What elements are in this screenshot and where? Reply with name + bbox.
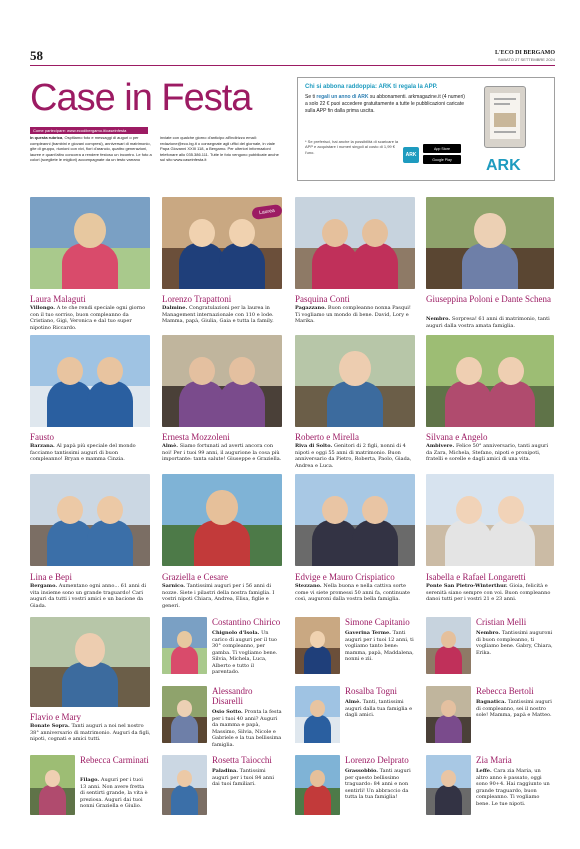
- photo-20: [30, 755, 75, 815]
- greeting-text: Buon compleanno nonna Pasqui! Ti vogliamo un mondo di bene. David, Lory e Marika.: [295, 305, 411, 324]
- photo-5: [30, 335, 150, 427]
- promo-body-text: su abbonamenti. arkmagazine.it (4 numeri) a solo 22 € puoi accedere gratuitamente a tutte le pubblicazioni caricate sulla APP fin dalla prima uscita.: [305, 94, 465, 114]
- greeting-text: Un carico di auguri per il tuo 30° compleanno, per gamba. Ti vogliamo bene. Silvia, Michela, Luca, Alberto e tutto il parentado.: [212, 630, 278, 675]
- photo-3: [295, 197, 415, 289]
- greeting-location: Villongo.: [30, 305, 57, 311]
- greeting-message: [295, 305, 417, 325]
- laurea-badge: Laurea: [251, 204, 282, 220]
- greeting-location: Chignolo d'Isola.: [212, 630, 262, 636]
- greeting-location: Bagnatica.: [476, 699, 508, 705]
- photo-12: [426, 474, 554, 566]
- greeting-name: Flavio e Mary: [30, 712, 81, 722]
- photo-15: [426, 617, 471, 674]
- greeting-location: Riva di Solto.: [295, 443, 334, 449]
- greeting-name: Cristian Melli: [476, 617, 527, 627]
- photo-21: [162, 755, 207, 815]
- greeting-location: Grassobbio.: [345, 768, 380, 774]
- greeting-text: Gioia, felicità e serenità siano sempre con voi. Buon compleanno danoi tutti per i vostri 21 e 23 anni.: [426, 583, 551, 602]
- photo-1: [30, 197, 150, 289]
- greeting-text: Tantissimi auguri per i 56 anni di nozze. Siete i pilastri della nostra famiglia. I vostri nipoti Chiara, Andrea, Elisa, figlie e generi.: [162, 583, 275, 609]
- greeting-text: Genitori di 2 figli, nonni di 4 nipoti e oggi 55 anni di matrimonio. Buon anniversario da Pietro, Roberta, Paolo, Giada, Andrea e Luca.: [295, 443, 412, 469]
- greeting-message: [30, 443, 152, 463]
- greeting-message: [295, 583, 417, 603]
- greeting-name: Pasquina Conti: [295, 294, 350, 304]
- greeting-location: Barzana.: [30, 443, 57, 449]
- greeting-name: Zia Maria: [476, 755, 512, 765]
- greeting-message: [30, 583, 152, 609]
- greeting-message: [345, 699, 415, 719]
- greeting-message: [162, 443, 284, 463]
- greeting-message: [345, 630, 415, 663]
- greeting-location: Paladina.: [212, 768, 240, 774]
- greeting-text: Tanti auguri per i tuoi 12 anni, ti vogliamo tanto bene: mamma, papà, Maddalena, nonni e zii.: [345, 630, 414, 662]
- greeting-message: [212, 709, 282, 748]
- greeting-message: [426, 316, 554, 329]
- ark-logo: ARK: [486, 157, 521, 174]
- ark-app-icon: ARK: [403, 147, 419, 163]
- date-line: SABATO 27 SETTEMBRE 2024: [498, 57, 555, 62]
- greeting-location: Nembro.: [476, 630, 502, 636]
- intro-body: , Ospitiamo foto e messaggi di auguri o per compleanni (bambini e giovani compresi), anniversari di matrimonio, gite di gruppo, riunioni con vivi, fiori d'arancio, quattro generazioni, lauree e quant'altro concorra a rendere festoso un incontro. Le foto a colori (scegliete le migliori) accompagnate da un testo varrano: [30, 135, 152, 163]
- greeting-name: Graziella e Cesare: [162, 572, 228, 582]
- greeting-text: Al papà più speciale del mondo facciamo tantissimi auguri di buon compleanno! Bryan e mamma Cinzia.: [30, 443, 136, 462]
- photo-8: [426, 335, 554, 427]
- photo-6: [162, 335, 282, 427]
- photo-17: [295, 686, 340, 743]
- photo-11: [295, 474, 415, 566]
- photo-14: [295, 617, 340, 674]
- photo-16: [162, 686, 207, 743]
- greeting-location: Filago.: [80, 777, 101, 783]
- greeting-location: Gaverina Terme.: [345, 630, 393, 636]
- greeting-location: Sarnico.: [162, 583, 187, 589]
- greeting-message: [162, 305, 284, 325]
- promo-body: [305, 94, 465, 114]
- intro-text: [30, 135, 152, 163]
- greeting-message: [30, 305, 152, 331]
- greeting-name: Costantino Chirico: [212, 617, 281, 627]
- greeting-message: [426, 583, 554, 603]
- greeting-text: Tantissimi auguroni di buon compleanno, ti vogliamo bene. Gabry, Chiara, Erika.: [476, 630, 553, 656]
- greeting-message: [162, 583, 284, 609]
- greeting-location: Almè.: [162, 443, 180, 449]
- greeting-message: [345, 768, 415, 801]
- masthead: L'ECO DI BERGAMO: [494, 50, 555, 56]
- intro-text-2: inviate con qualche giorno d'anticipo all'indirizzo email: redazione@eco.bg.it o consegnate agli uffici del giornale, in viale Papa Giovanni XXIII 118, a Bergamo. Per ulteriori informazioni telefonare allo 035.386.111. Tutte le foto vengono pubblicate anche sul sito www.caseinfesta.it: [160, 135, 279, 163]
- greeting-name: Simone Capitanio: [345, 617, 410, 627]
- greeting-message: [295, 443, 417, 469]
- greeting-message: [476, 699, 554, 719]
- photo-9: [30, 474, 150, 566]
- greeting-name: Silvana e Angelo: [426, 432, 488, 442]
- greeting-location: Leffe.: [476, 768, 494, 774]
- greeting-location: Ponte San Pietro-Winterthur.: [426, 583, 510, 589]
- greeting-text: Cara zia Maria, un altro anno è passato, oggi sono 90+4. Hai raggiunto un grande traguardo, buon compleanno. Ti vogliamo bene. Le tue nipoti.: [476, 768, 550, 807]
- greeting-name: Isabella e Rafael Longaretti: [426, 572, 526, 582]
- greeting-text: Nella buona e nella cattiva sorte come vi siete promessi 50 anni fa, continuate così, auguroni dalla vostra bella famiglia.: [295, 583, 411, 602]
- photo-23: [426, 755, 471, 815]
- greeting-text: Tantissimi auguri per i tuoi 84 anni dai tuoi familiari.: [212, 768, 274, 787]
- greeting-text: Tanti auguri per questo bellissimo traguardo: 84 anni e non sentirli! Un abbraccio da tutta la tua famiglia!: [345, 768, 411, 800]
- greeting-name: Lorenzo Delprato: [345, 755, 409, 765]
- greeting-location: Ambivere.: [426, 443, 456, 449]
- promo-title: Chi si abbona raddoppia: ARK ti regala la APP.: [305, 84, 438, 90]
- greeting-name: Roberto e Mirella: [295, 432, 359, 442]
- greeting-name: Rebecca Carminati: [80, 755, 149, 765]
- greeting-message: [212, 768, 282, 788]
- greeting-text: Felice 50° anniversario, tanti auguri da Zara, Michela, Stefano, nipoti e pronipoti, fratelli e sorelle e dagli amici di una vita.: [426, 443, 549, 462]
- participate-tag[interactable]: Come partecipare: www.ecodibergamo.it/caseinfesta: [30, 127, 148, 134]
- greeting-message: [30, 723, 152, 743]
- page-title: Case in Festa: [30, 77, 252, 119]
- greeting-name: Lorenzo Trapattoni: [162, 294, 232, 304]
- app-store-badge[interactable]: App Store: [423, 144, 461, 153]
- greeting-message: [212, 630, 282, 676]
- photo-18: [426, 686, 471, 743]
- greeting-text: Tanti auguri a noi nel nostro 38° anniversario di matrimonio. Auguri da figli, nipoti, cognati e amici tutti.: [30, 723, 151, 742]
- greeting-name: Fausto: [30, 432, 55, 442]
- greeting-name: Alessandro Disarelli: [212, 686, 253, 706]
- photo-19: [30, 617, 150, 707]
- greeting-location: Dalmine.: [162, 305, 189, 311]
- greeting-text: Auguri per i tuoi 13 anni. Non avere fretta di sentirti grande, la vita è preziosa. Auguri dai tuoi nonni Graziella e Giulio.: [80, 777, 148, 809]
- greeting-name: Rosalba Togni: [345, 686, 397, 696]
- google-play-badge[interactable]: Google Play: [423, 155, 461, 164]
- greeting-location: Nembro.: [426, 316, 452, 322]
- greeting-name: Lina e Bepi: [30, 572, 72, 582]
- photo-10: [162, 474, 282, 566]
- greeting-name: Giuseppina Poloni e Dante Schena: [426, 294, 551, 304]
- ark-promo-box[interactable]: [297, 77, 555, 181]
- greeting-name: Ernesta Mozzoleni: [162, 432, 230, 442]
- greeting-name: Edvige e Mauro Crispiatico: [295, 572, 395, 582]
- page-header: [30, 48, 555, 66]
- greeting-location: Almè.: [345, 699, 363, 705]
- photo-7: [295, 335, 415, 427]
- photo-4: [426, 197, 554, 289]
- greeting-name: Rebecca Bertoli: [476, 686, 534, 696]
- greeting-location: Bonate Sopra.: [30, 723, 72, 729]
- greeting-text: Pronta la festa per i tuoi 40 anni? Auguri da mamma e papà, Massimo, Silvia, Nicole e Gabriele e la tua bellissima famiglia.: [212, 709, 282, 748]
- greeting-location: Stezzano.: [295, 583, 324, 589]
- greeting-location: Pagazzano.: [295, 305, 328, 311]
- greeting-text: A te che rendi speciale ogni giorno con il tuo sorriso, buon compleanno da Cristiano, Gigi, Veronica e dal tuo super nipotino Riccardo.: [30, 305, 146, 331]
- greeting-name: Rosetta Taiocchi: [212, 755, 272, 765]
- promo-note: * Se preferisci, hai anche la possibilità di scaricare la APP e acquistare i numeri singoli al costo di 1,99 € l'uno.: [305, 139, 399, 155]
- phone-mockup-icon: [484, 86, 526, 148]
- greeting-message: [426, 443, 554, 463]
- greeting-text: Sorpresa! 61 anni di matrimonio, tanti auguri dalla vostra amata famiglia.: [426, 316, 550, 329]
- photo-13: [162, 617, 207, 674]
- greeting-text: Tanti, tantissimi auguri dalla tua famiglia e dagli amici.: [345, 699, 413, 718]
- greeting-text: Aumentano ogni anno... 61 anni di vita insieme sono un grande traguardo! Cari auguri da tutti i vostri amici e un bacione da Giada.: [30, 583, 147, 609]
- greeting-message: [476, 768, 554, 807]
- greeting-text: Siamo fortunati ad averti ancora con noi! Per i tuoi 99 anni, il augurione la cosa più importante: tanta salute! Giuseppe e Graziella.: [162, 443, 282, 462]
- page-number: 58: [30, 48, 43, 63]
- promo-body-highlight: regali un anno di ARK: [316, 94, 369, 100]
- greeting-text: Tantissimi auguri di compleanno, sei il nostro sole! Mamma, papà e Matteo.: [476, 699, 552, 718]
- greeting-message: [80, 777, 150, 810]
- photo-22: [295, 755, 340, 815]
- intro-lead: In questa rubrica: [30, 135, 63, 140]
- greeting-text: Congratulazioni per la laurea in Management internazionale con 110 e lode. Mamma, papà, Giulia, Gaia e tutta la family.: [162, 305, 274, 324]
- greeting-message: [476, 630, 554, 656]
- promo-body-prefix: Se ti: [305, 94, 317, 100]
- greeting-location: Osio Sotto.: [212, 709, 245, 715]
- greeting-name: Laura Malaguti: [30, 294, 86, 304]
- greeting-location: Bergamo.: [30, 583, 59, 589]
